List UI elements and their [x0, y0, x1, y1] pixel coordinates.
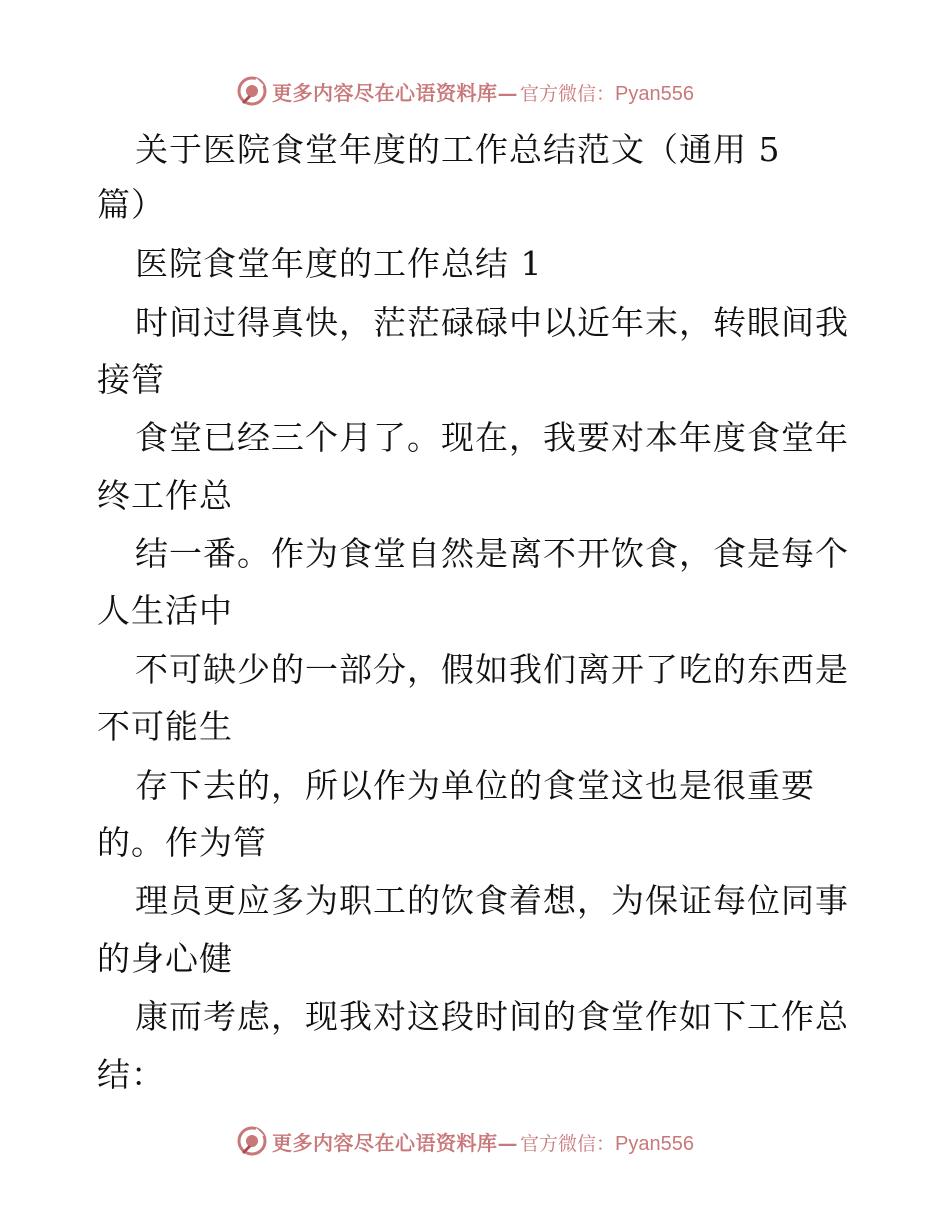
footer-banner [236, 1124, 694, 1158]
banner-wechat [520, 1129, 694, 1156]
pen-circle-logo-icon [236, 75, 268, 107]
banner-main-text: 更多内容尽在心语资料库— [272, 1130, 518, 1155]
paragraph-line: 的。作为管 [97, 823, 267, 862]
paragraph-line: 时间过得真快，茫茫碌碌中以近年末，转眼间我 [135, 303, 849, 342]
paragraph-line: 终工作总 [97, 476, 233, 515]
paragraph-line: 存下去的，所以作为单位的食堂这也是很重要 [135, 766, 815, 805]
paragraph-line: 的身心健 [97, 939, 233, 978]
header-banner [236, 74, 694, 108]
paragraph-line: 人生活中 [97, 591, 233, 630]
paragraph-line: 接管 [97, 360, 165, 399]
paragraph-line: 不可缺少的一部分，假如我们离开了吃的东西是 [135, 650, 849, 689]
banner-wechat-label: 官方微信： [520, 82, 616, 105]
document-title-line-2: 篇） [97, 185, 165, 224]
banner-main-text: 更多内容尽在心语资料库— [272, 80, 518, 105]
banner-wechat [520, 79, 694, 106]
paragraph-line: 结： [97, 1055, 165, 1094]
banner-wechat-label: 官方微信： [520, 1132, 616, 1155]
paragraph-line: 理员更应多为职工的饮食着想，为保证每位同事 [135, 881, 849, 920]
document-title-line-1: 关于医院食堂年度的工作总结范文（通用 5 [135, 130, 781, 169]
banner-wechat-id: Pyan556 [615, 1132, 694, 1155]
section-heading: 医院食堂年度的工作总结 1 [135, 244, 543, 283]
paragraph-line: 结一番。作为食堂自然是离不开饮食，食是每个 [135, 534, 849, 573]
pen-circle-logo-icon [236, 1125, 268, 1157]
banner-wechat-id: Pyan556 [615, 82, 694, 105]
paragraph-line: 食堂已经三个月了。现在，我要对本年度食堂年 [135, 418, 849, 457]
paragraph-line: 康而考虑，现我对这段时间的食堂作如下工作总 [135, 997, 849, 1036]
paragraph-line: 不可能生 [97, 707, 233, 746]
